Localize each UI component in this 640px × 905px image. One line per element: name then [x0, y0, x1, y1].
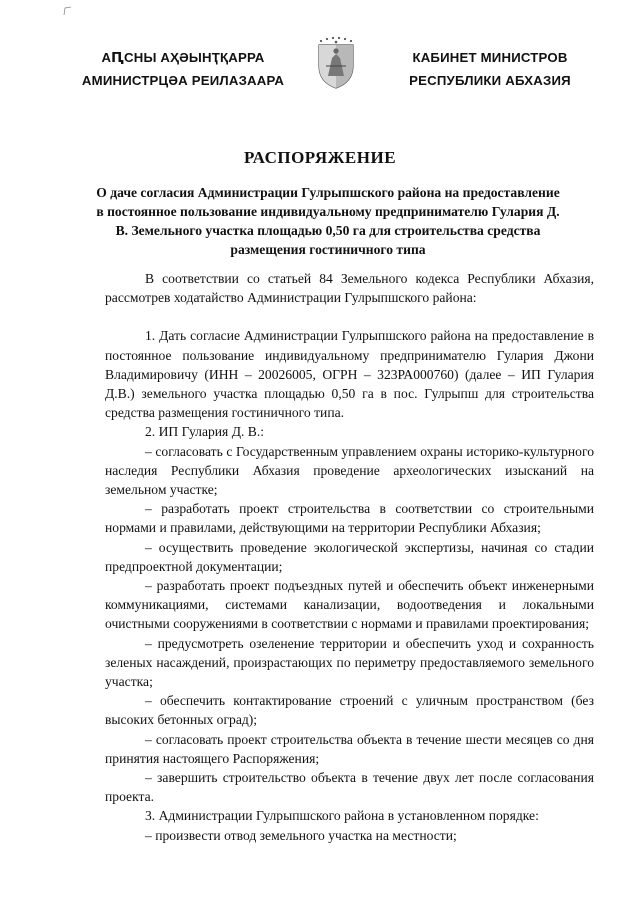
bullet-paragraph: – разработать проект подъездных путей и обеспечить объект инженерными коммуникациями, системами канализации, водоотведения и локальными очистными сооружениями в соответствии с нормами и правилами проектирования;: [105, 578, 594, 632]
header-right-line1: КАБИНЕТ МИНИСТРОВ: [412, 50, 568, 65]
bullet-paragraph: – согласовать проект строительства объекта в течение шести месяцев со дня принятия настоящего Распоряжения;: [105, 731, 594, 766]
header-left-line2: АМИНИСТРЦӘА РЕИЛАЗААРА: [81, 73, 285, 88]
preamble-paragraph: В соответствии со статьей 84 Земельного кодекса Республики Абхазия, рассмотрев ходатайство Администрации Гулрыпшского района:: [105, 271, 594, 306]
item-paragraph-2: 2. ИП Гулария Д. В.:: [145, 424, 265, 440]
header-right-line2: РЕСПУБЛИКИ АБХАЗИЯ: [409, 73, 571, 88]
document-body: [105, 269, 594, 845]
bullet-paragraph: – осуществить проведение экологической экспертизы, начиная со стадии предпроектной документации;: [105, 539, 594, 574]
header-left-block: [78, 46, 288, 92]
document-title: РАСПОРЯЖЕНИЕ: [243, 148, 397, 167]
item-paragraph-1: 1. Дать согласие Администрации Гулрыпшского района на предоставление в постоянное пользование индивидуальному предпринимателю Гулария Джони Владимировичу (ИНН – 20026005, ОГРН – 323РА000760) (далее – ИП Гулария Д.В.) земельного участка площадью 0,50 га в пос. Гулрыпш для строительства средства размещения гостиничного типа.: [105, 328, 594, 421]
document-subject: О даче согласия Администрации Гулрыпшского района на предоставление в постоянное пользование индивидуальному предпринимателю Гулария Д. В. Земельного участка площадью 0,50 га для строительства средства размещения гостиничного типа: [96, 185, 560, 257]
item-paragraph-3: 3. Администрации Гулрыпшского района в установленном порядке:: [145, 808, 539, 824]
bullet-paragraph: – произвести отвод земельного участка на местности;: [145, 827, 457, 843]
header-right-block: [390, 46, 590, 92]
header-left-line1: АԤСНЫ АҲӘЫНҬҚАРРА: [101, 50, 265, 65]
scan-mark-icon: [62, 6, 76, 16]
bullet-paragraph: – завершить строительство объекта в течение двух лет после согласования проекта.: [105, 770, 594, 805]
bullet-paragraph: – обеспечить контактирование строений с уличным пространством (без высоких бетонных оград);: [105, 693, 594, 728]
bullet-paragraph: – согласовать с Государственным управлением охраны историко-культурного наследия Республики Абхазия проведение археологических изысканий на земельном участке;: [105, 443, 594, 498]
bullet-paragraph: – разработать проект строительства в соответствии со строительными нормами и правилами, действующими на территории Республики Абхазия;: [105, 501, 594, 536]
bullet-paragraph: – предусмотреть озеленение территории и обеспечить уход и сохранность зеленых насаждений, произрастающих по периметру предоставляемого земельного участка;: [105, 635, 594, 690]
coat-of-arms-icon: [311, 36, 361, 90]
